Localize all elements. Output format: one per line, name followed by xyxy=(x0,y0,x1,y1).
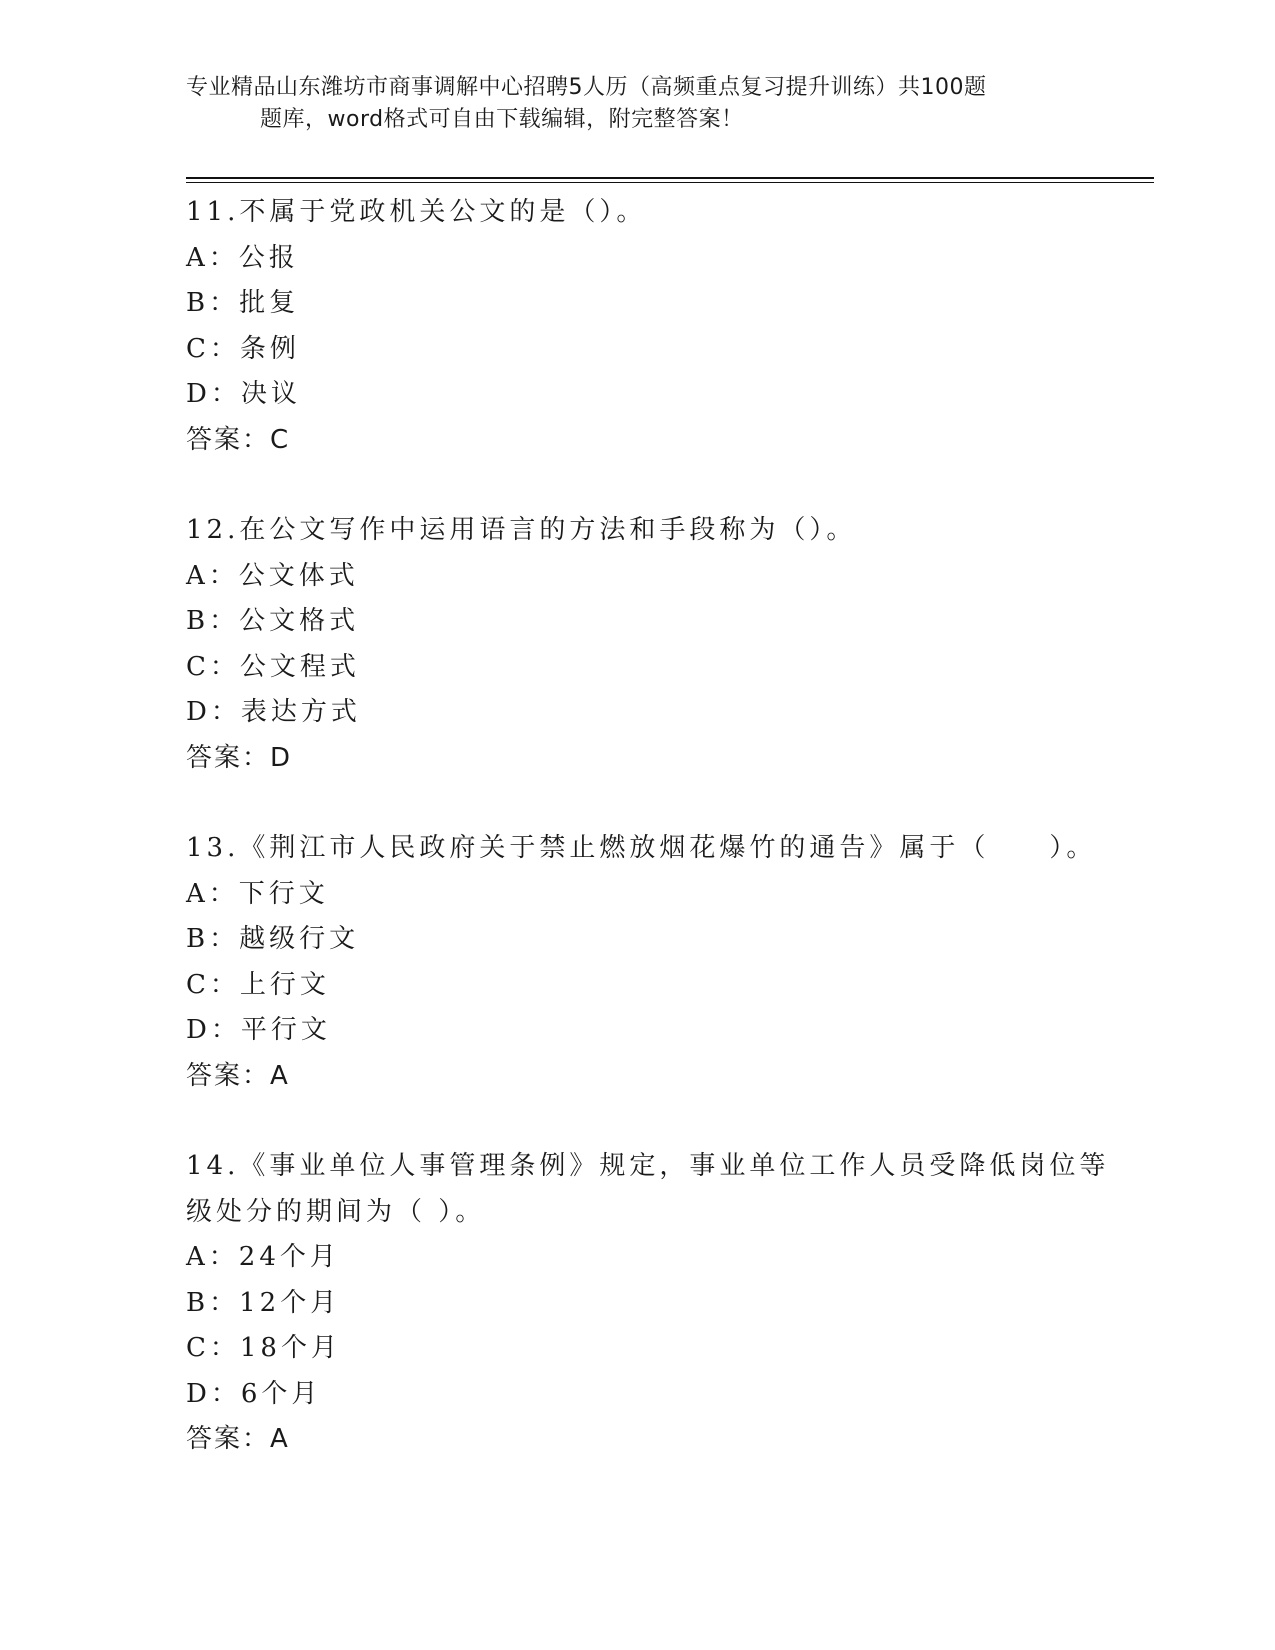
question-stem: 13.《荆江市人民政府关于禁止燃放烟花爆竹的通告》属于（ ）。 xyxy=(186,833,1097,863)
option-d: D：表达方式 xyxy=(186,697,361,727)
question-11 xyxy=(186,190,1086,463)
option-b: B：12个月 xyxy=(186,1287,341,1318)
question-stem-line1: 14.《事业单位人事管理条例》规定，事业单位工作人员受降低岗位等 xyxy=(186,1151,1110,1181)
question-stem-line2: 级处分的期间为（ ）。 xyxy=(186,1196,486,1227)
header-divider-thick xyxy=(186,177,1154,179)
option-d: D：6个月 xyxy=(186,1378,322,1409)
question-stem: 12.在公文写作中运用语言的方法和手段称为（）。 xyxy=(186,515,857,545)
question-12 xyxy=(186,508,1086,781)
option-c: C：上行文 xyxy=(186,969,330,1000)
answer: 答案：A xyxy=(186,1424,290,1454)
option-a: A：公报 xyxy=(186,242,299,273)
option-b: B：公文格式 xyxy=(186,606,360,636)
option-b: B：越级行文 xyxy=(186,924,360,954)
option-a: A：下行文 xyxy=(186,878,329,909)
question-13 xyxy=(186,826,1097,1099)
option-a: A：24个月 xyxy=(186,1242,340,1272)
question-list xyxy=(186,190,1110,1463)
question-14 xyxy=(186,1144,1110,1463)
option-c: C：18个月 xyxy=(186,1333,341,1363)
answer: 答案：D xyxy=(186,742,293,773)
option-c: C：公文程式 xyxy=(186,651,360,682)
document-header xyxy=(186,72,1106,136)
header-title-line2: 题库，word格式可自由下载编辑，附完整答案！ xyxy=(260,107,744,132)
header-divider-thin xyxy=(186,182,1154,183)
option-c: C：条例 xyxy=(186,333,300,364)
option-b: B：批复 xyxy=(186,288,300,318)
question-stem: 11.不属于党政机关公文的是（）。 xyxy=(186,197,647,227)
answer: 答案：C xyxy=(186,424,291,455)
answer: 答案：A xyxy=(186,1060,290,1091)
option-d: D：决议 xyxy=(186,379,301,409)
header-title-line1: 专业精品山东潍坊市商事调解中心招聘5人历（高频重点复习提升训练）共100题 xyxy=(186,75,987,100)
option-a: A：公文体式 xyxy=(186,560,359,591)
option-d: D：平行文 xyxy=(186,1015,331,1045)
